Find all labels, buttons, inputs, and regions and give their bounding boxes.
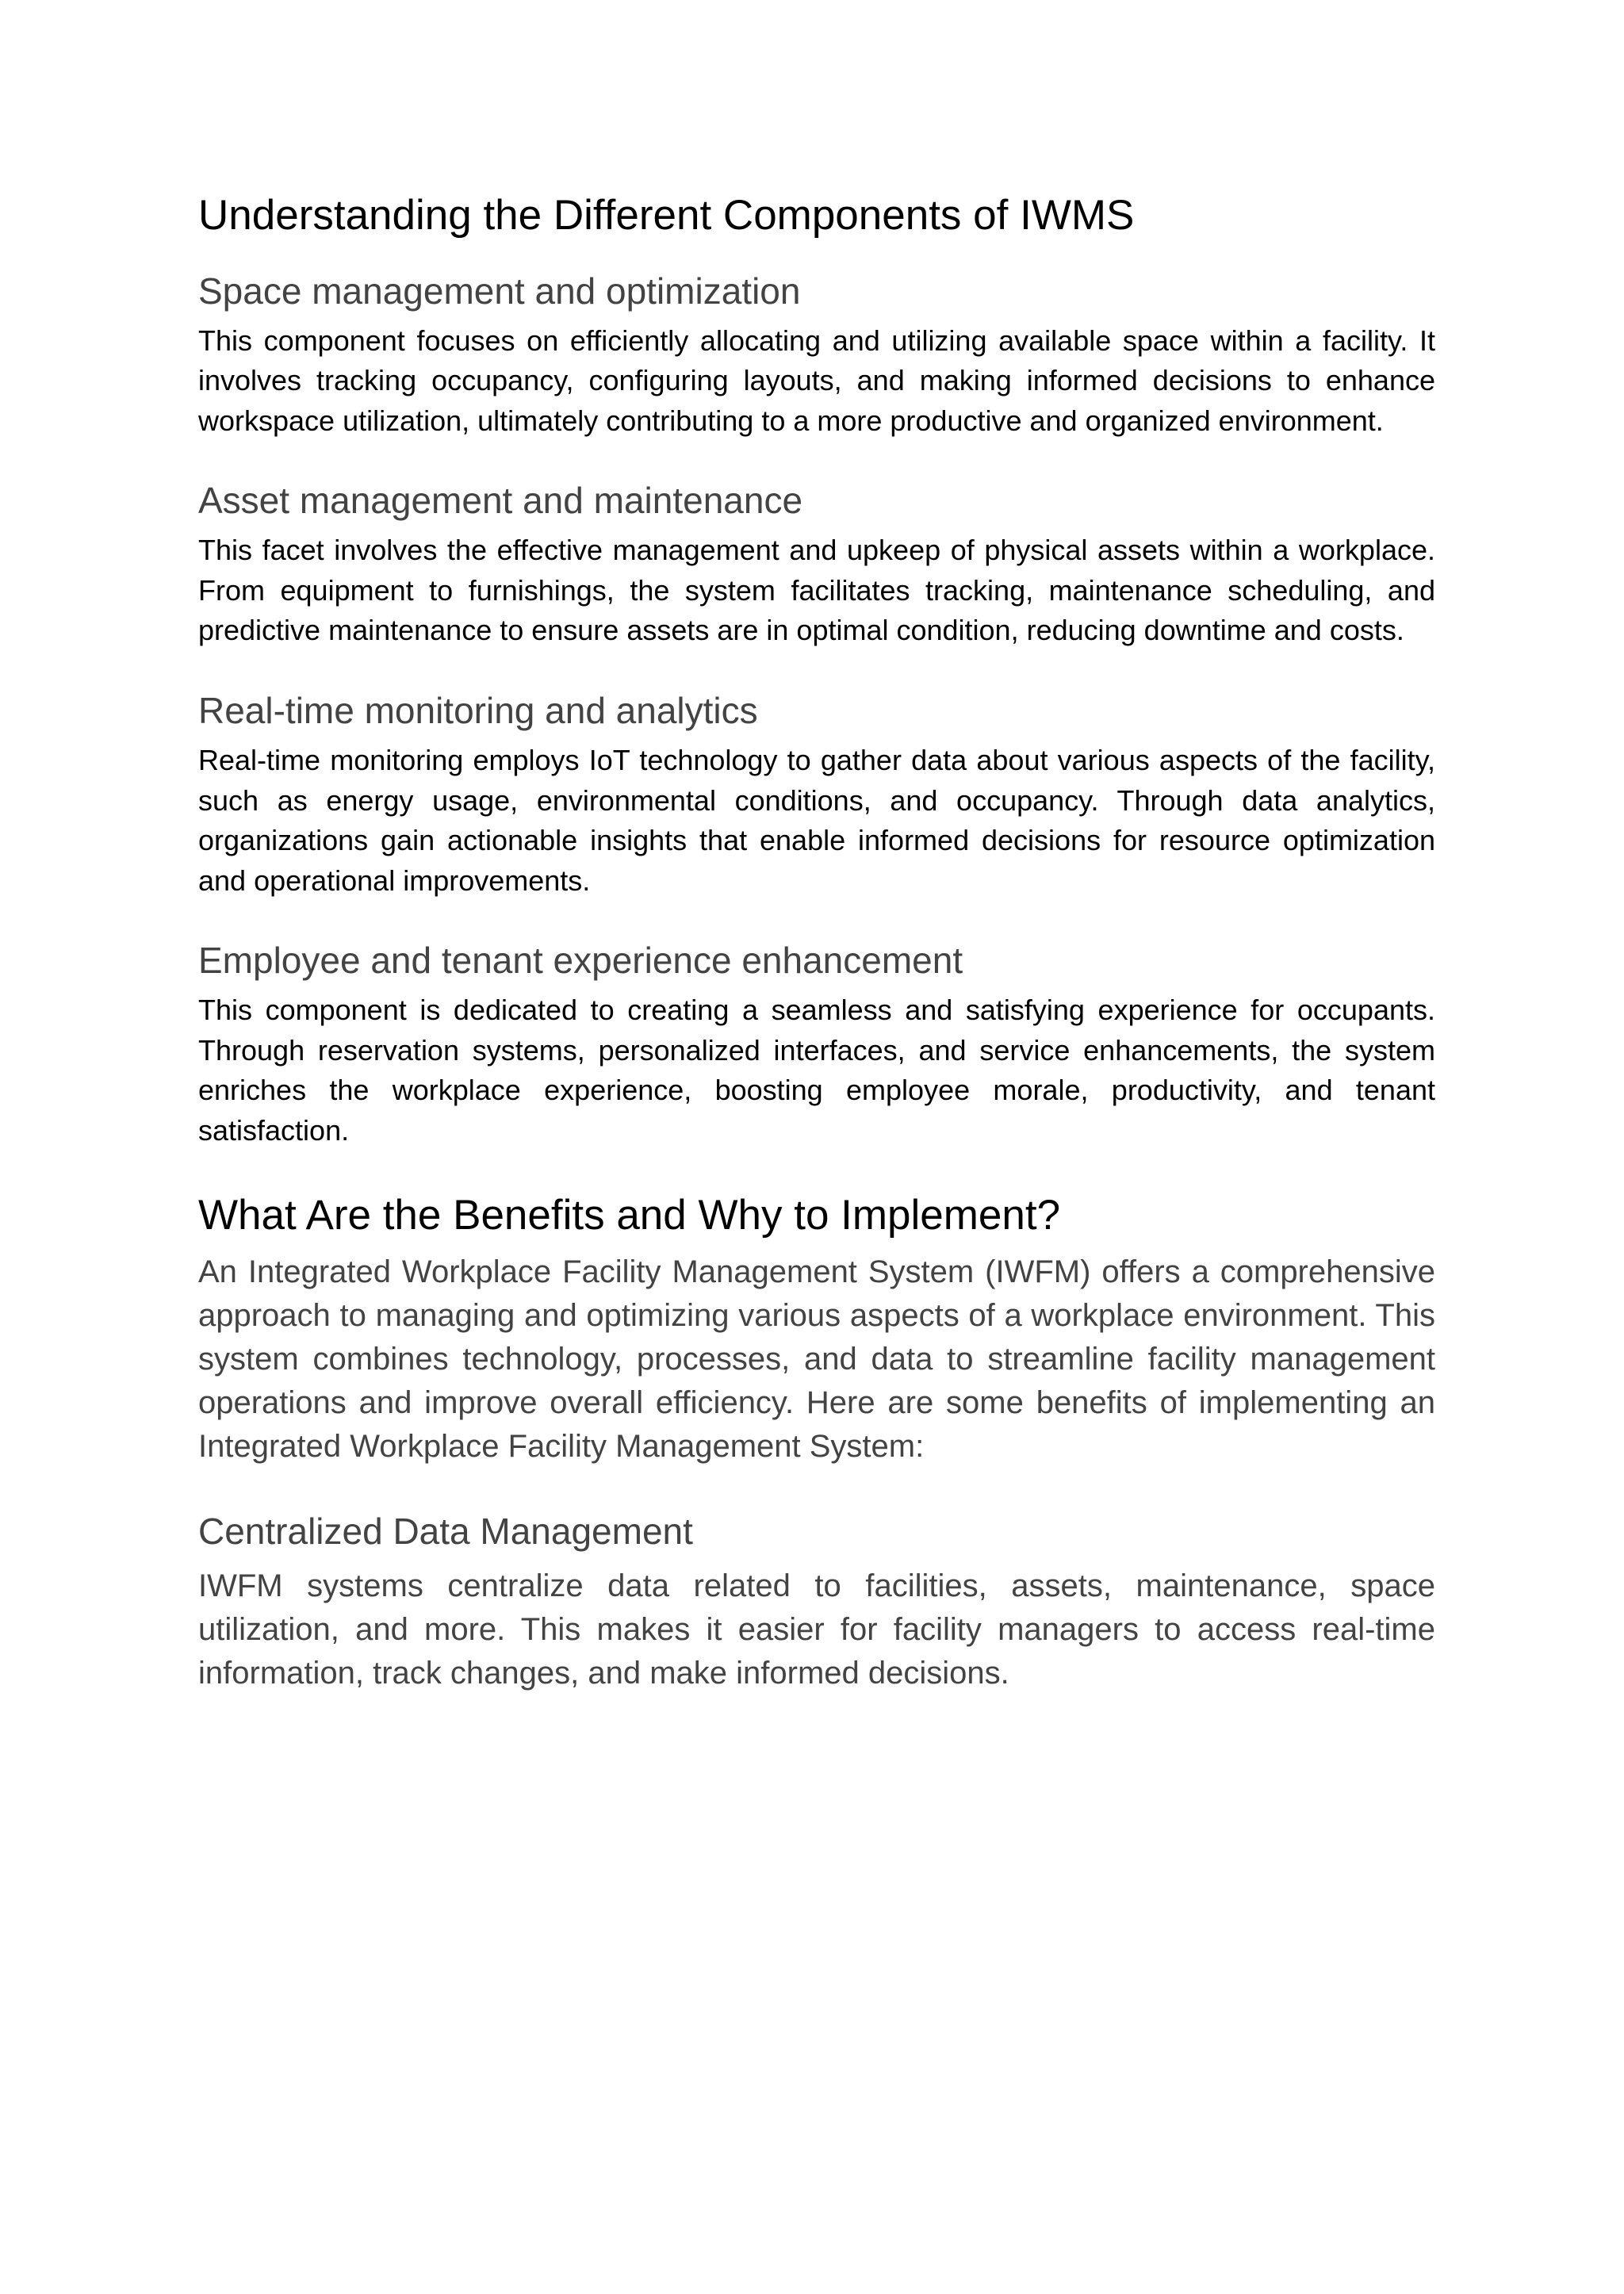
section-title-components: Understanding the Different Components of IWMS: [198, 192, 1135, 239]
paragraph-benefits-intro: An Integrated Workplace Facility Management System (IWFM) offers a comprehensive approach to managing and optimizing various aspects of a workplace environment. This system combines technology, processes, and data to streamline facility management operations and improve overall efficiency. Here are some benefits of implementing an Integrated Workplace Facility Management System:: [198, 1254, 1435, 1464]
paragraph-employee-experience: This component is dedicated to creating a seamless and satisfying experience for occupants. Through reservation systems, personalized interfaces, and service enhancements, the system enriches the workplace experience, boosting employee morale, productivity, and tenant satisfaction.: [198, 994, 1435, 1147]
document-page: [198, 190, 1435, 1695]
subheading-asset-management: Asset management and maintenance: [198, 480, 803, 522]
subheading-realtime-monitoring: Real-time monitoring and analytics: [198, 689, 758, 731]
paragraph-realtime-monitoring: Real-time monitoring employs IoT technology to gather data about various aspects of the facility, such as energy usage, environmental conditions, and occupancy. Through data analytics, organizations gain actionable insights that enable informed decisions for resource optimization and operational improvements.: [198, 744, 1435, 897]
paragraph-centralized-data: IWFM systems centralize data related to facilities, assets, maintenance, space utilization, and more. This makes it easier for facility managers to access real-time information, track changes, and make informed decisions.: [198, 1568, 1435, 1691]
section-title-benefits: What Are the Benefits and Why to Implement?: [198, 1192, 1061, 1239]
subheading-employee-experience: Employee and tenant experience enhancement: [198, 940, 963, 982]
subheading-centralized-data: Centralized Data Management: [198, 1510, 693, 1552]
paragraph-space-management: This component focuses on efficiently allocating and utilizing available space within a facility. It involves tracking occupancy, configuring layouts, and making informed decisions to enhance workspace utilization, ultimately contributing to a more productive and organized environment.: [198, 324, 1435, 437]
subheading-space-management: Space management and optimization: [198, 270, 801, 312]
paragraph-asset-management: This facet involves the effective management and upkeep of physical assets within a workplace. From equipment to furnishings, the system facilitates tracking, maintenance scheduling, and predictive maintenance to ensure assets are in optimal condition, reducing downtime and costs.: [198, 534, 1435, 647]
